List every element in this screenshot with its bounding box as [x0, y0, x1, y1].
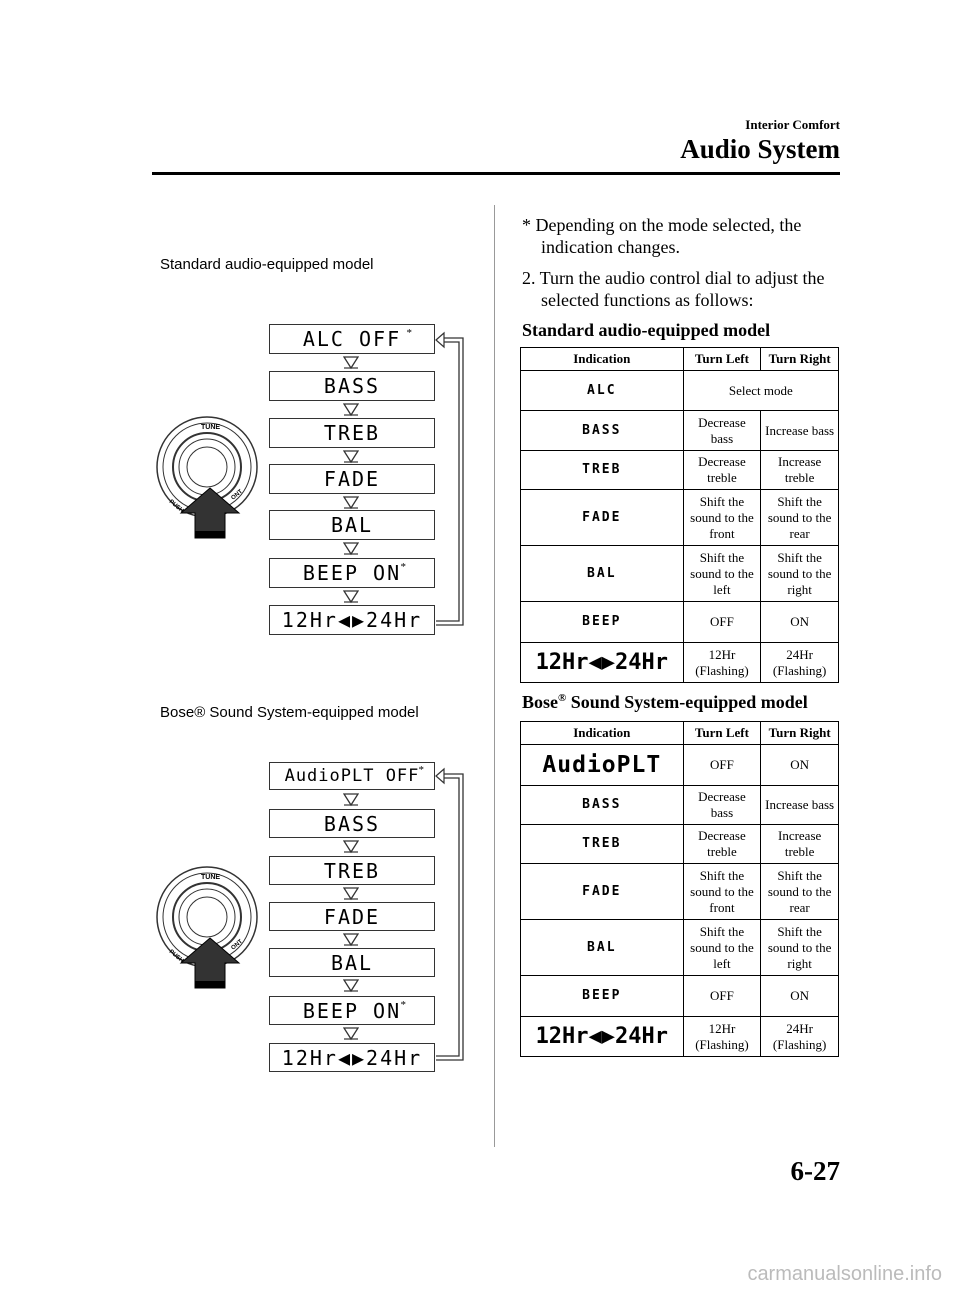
down-arrow-icon: [343, 542, 359, 556]
push-label: PUSH: [167, 498, 185, 515]
table-row: [521, 745, 839, 786]
standard-display-alc: ALC OFF *: [269, 324, 435, 354]
indication-cell: TREB: [521, 825, 684, 864]
indication-cell: BEEP: [521, 602, 684, 643]
indication-cell: BAL: [521, 546, 684, 602]
turn-right-cell: Shift the sound to the rear: [761, 490, 839, 546]
bose-diagram-caption: Bose® Sound System-equipped model: [160, 704, 419, 721]
indication-cell: ALC: [521, 371, 684, 411]
turn-left-cell: Shift the sound to the front: [683, 490, 761, 546]
down-arrow-icon: [343, 979, 359, 993]
down-arrow-icon: [343, 496, 359, 510]
tune-label: TUNE: [201, 424, 221, 431]
turn-left-cell: OFF: [683, 745, 761, 786]
turn-left-cell: Shift the sound to the left: [683, 920, 761, 976]
indication-cell: 12Hr◀▶24Hr: [521, 643, 684, 683]
turn-right-cell: Increase treble: [761, 825, 839, 864]
table-row: [521, 976, 839, 1017]
chapter-title: Audio System: [680, 134, 840, 164]
turn-left-cell: OFF: [683, 976, 761, 1017]
indication-cell: BASS: [521, 786, 684, 825]
page-number: 6-27: [790, 1156, 840, 1186]
turn-right-cell: ON: [761, 745, 839, 786]
turn-left-cell: 12Hr (Flashing): [683, 643, 761, 683]
header-turn-left: Turn Left: [683, 348, 761, 371]
turn-right-cell: Shift the sound to the right: [761, 920, 839, 976]
turn-left-cell: Shift the sound to the left: [683, 546, 761, 602]
down-arrow-icon: [343, 887, 359, 901]
indication-cell: FADE: [521, 490, 684, 546]
table-row: [521, 371, 839, 411]
table-row: [521, 864, 839, 920]
watermark: carmanualsonline.info: [747, 1263, 942, 1285]
audio-control-dial-icon: [155, 410, 265, 545]
standard-display-clock: 12Hr◀▶24Hr: [269, 605, 435, 635]
push-label: PUSH: [167, 948, 185, 965]
down-arrow-icon: [343, 933, 359, 947]
table-row: [521, 411, 839, 451]
standard-display-bal: BAL: [269, 510, 435, 540]
bose-display-fade: FADE: [269, 902, 435, 931]
turn-left-cell: Decrease bass: [683, 786, 761, 825]
bose-display-bass: BASS: [269, 809, 435, 838]
standard-adjustment-table: [520, 347, 839, 683]
indication-cell: BASS: [521, 411, 684, 451]
return-loop-arrow-icon: [435, 766, 465, 1066]
ont-label: ONT: [230, 938, 244, 952]
down-arrow-icon: [343, 450, 359, 464]
table-header-row: [521, 722, 839, 745]
turn-right-cell: Shift the sound to the right: [761, 546, 839, 602]
turn-left-cell: Decrease treble: [683, 451, 761, 490]
table-row: [521, 1017, 839, 1057]
turn-right-cell: Increase bass: [761, 786, 839, 825]
table-row: [521, 546, 839, 602]
down-arrow-icon: [343, 590, 359, 604]
down-arrow-icon: [343, 403, 359, 417]
turn-right-cell: 24Hr (Flashing): [761, 643, 839, 683]
down-arrow-icon: [343, 840, 359, 854]
standard-display-beep: BEEP ON *: [269, 558, 435, 588]
header-turn-right: Turn Right: [761, 348, 839, 371]
indication-cell: 12Hr◀▶24Hr: [521, 1017, 684, 1057]
header-turn-left: Turn Left: [683, 722, 761, 745]
turn-right-cell: Increase bass: [761, 411, 839, 451]
standard-display-fade: FADE: [269, 464, 435, 494]
turn-left-cell: Select mode: [683, 371, 838, 411]
indication-cell: AudioPLT: [521, 745, 684, 786]
turn-left-cell: 12Hr (Flashing): [683, 1017, 761, 1057]
tune-label: TUNE: [201, 874, 221, 881]
turn-left-cell: Decrease treble: [683, 825, 761, 864]
turn-right-cell: Increase treble: [761, 451, 839, 490]
turn-right-cell: Shift the sound to the rear: [761, 864, 839, 920]
bose-display-audiopilot: AudioPLT OFF *: [269, 762, 435, 790]
header-rule: [152, 172, 840, 175]
indication-cell: TREB: [521, 451, 684, 490]
table-row: [521, 602, 839, 643]
indication-cell: FADE: [521, 864, 684, 920]
down-arrow-icon: [343, 793, 359, 807]
header-indication: Indication: [521, 348, 684, 371]
standard-display-bass: BASS: [269, 371, 435, 401]
header-indication: Indication: [521, 722, 684, 745]
section-title: Interior Comfort: [745, 117, 840, 132]
down-arrow-icon: [343, 1027, 359, 1041]
ont-label: ONT: [230, 488, 244, 502]
turn-right-cell: 24Hr (Flashing): [761, 1017, 839, 1057]
table-row: [521, 451, 839, 490]
table-row: [521, 490, 839, 546]
turn-left-cell: Decrease bass: [683, 411, 761, 451]
bose-table-heading: Bose® Sound System-equipped model: [522, 692, 808, 712]
down-arrow-icon: [343, 356, 359, 370]
step-2-instruction: 2. Turn the audio control dial to adjust the selected functions as follows:: [522, 268, 825, 310]
turn-right-cell: ON: [761, 976, 839, 1017]
indication-cell: BEEP: [521, 976, 684, 1017]
header-turn-right: Turn Right: [761, 722, 839, 745]
table-row: [521, 786, 839, 825]
footnote-mode-indication: * Depending on the mode selected, the indication changes.: [522, 215, 802, 257]
standard-display-treb: TREB: [269, 418, 435, 448]
table-row: [521, 920, 839, 976]
table-row: [521, 825, 839, 864]
audio-control-dial-icon: [155, 860, 265, 995]
standard-table-heading: Standard audio-equipped model: [522, 320, 771, 340]
turn-left-cell: Shift the sound to the front: [683, 864, 761, 920]
table-row: [521, 643, 839, 683]
bose-display-beep: BEEP ON *: [269, 996, 435, 1025]
turn-left-cell: OFF: [683, 602, 761, 643]
standard-diagram-caption: Standard audio-equipped model: [160, 256, 374, 273]
bose-adjustment-table: [520, 721, 839, 1057]
table-header-row: [521, 348, 839, 371]
column-divider: [494, 205, 495, 1147]
return-loop-arrow-icon: [435, 330, 465, 636]
indication-cell: BAL: [521, 920, 684, 976]
bose-display-clock: 12Hr◀▶24Hr: [269, 1043, 435, 1072]
bose-display-treb: TREB: [269, 856, 435, 885]
bose-display-bal: BAL: [269, 948, 435, 977]
turn-right-cell: ON: [761, 602, 839, 643]
